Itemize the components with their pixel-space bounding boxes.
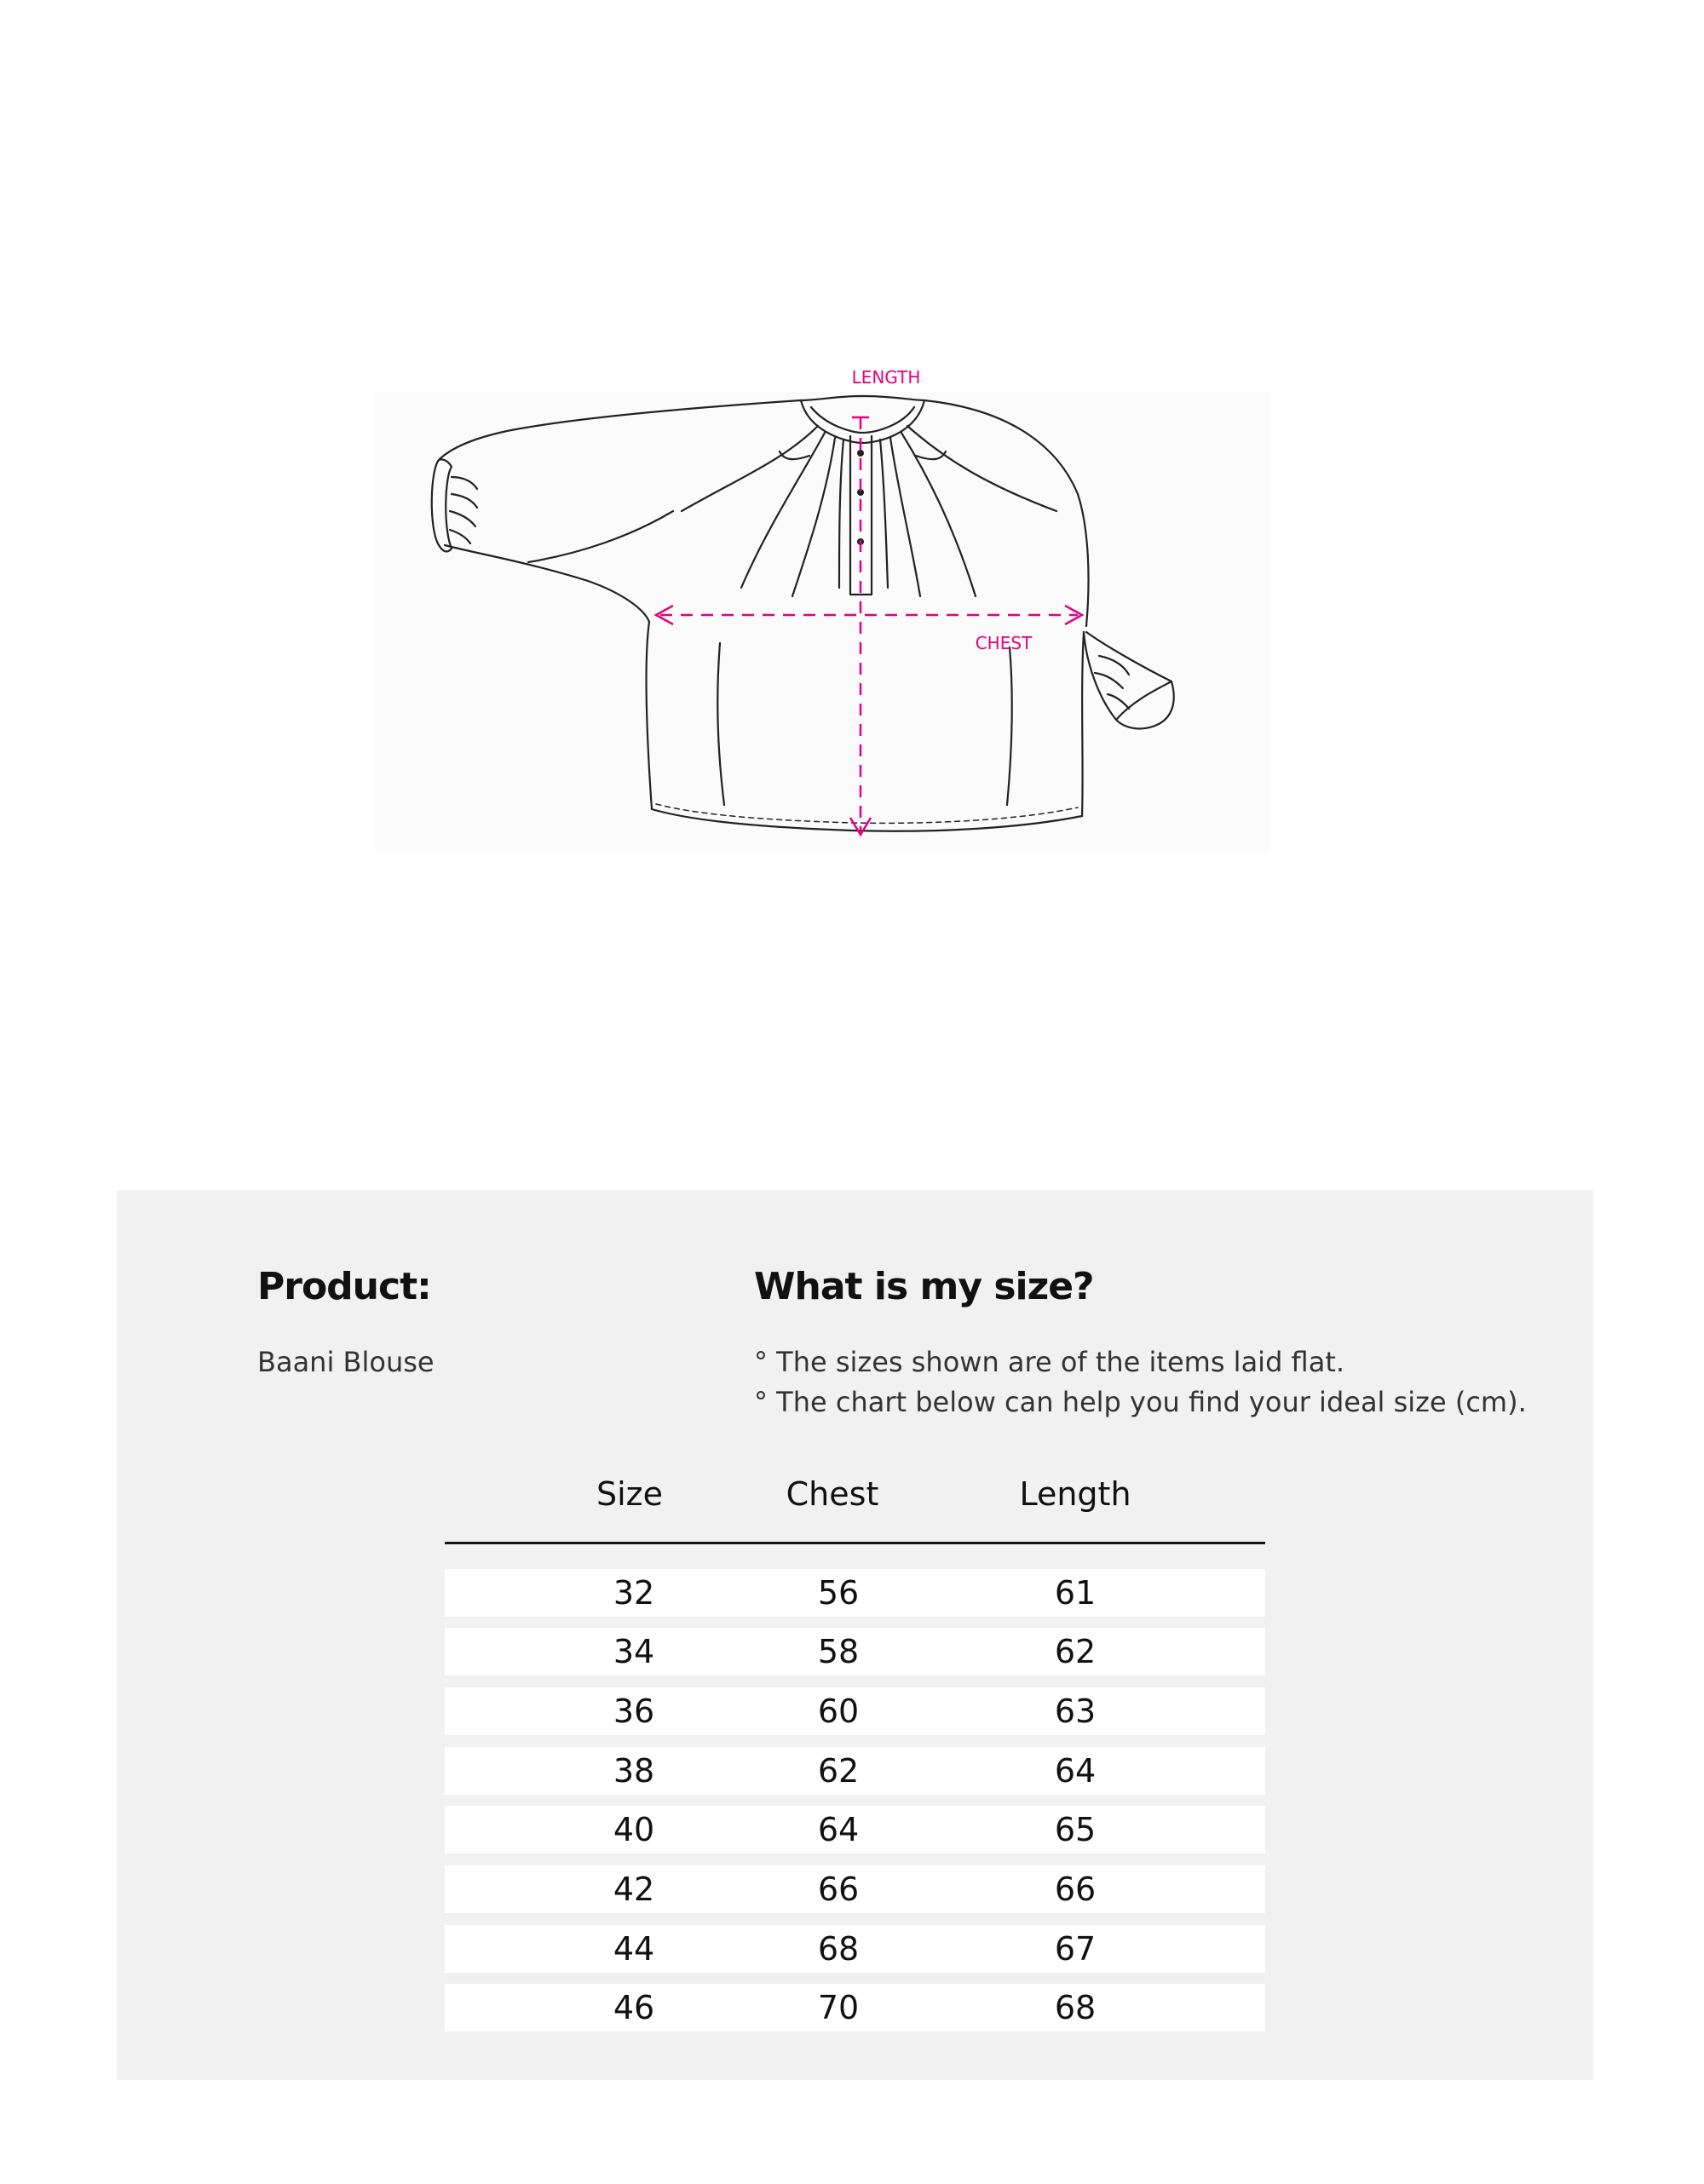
product-name: Baani Blouse	[257, 1346, 435, 1378]
size-question-heading: What is my size?	[754, 1265, 1094, 1308]
chest-cell: 58	[817, 1633, 860, 1670]
size-info-panel	[117, 1190, 1593, 2080]
table-row	[445, 1628, 1265, 1675]
table-row	[445, 1747, 1265, 1795]
size-cell: 44	[613, 1930, 655, 1968]
size-cell: 46	[613, 1989, 655, 2026]
chest-cell: 60	[817, 1693, 860, 1730]
chest-cell: 62	[817, 1752, 860, 1790]
size-note-chart-help: ° The chart below can help you find your ideal size (cm).	[754, 1386, 1527, 1418]
chest-cell: 70	[817, 1989, 860, 2026]
length-cell: 65	[1054, 1811, 1097, 1848]
column-header-size: Size	[596, 1475, 664, 1513]
length-cell: 62	[1054, 1633, 1097, 1670]
table-row	[445, 1569, 1265, 1617]
length-cell: 66	[1054, 1871, 1097, 1908]
chest-cell: 66	[817, 1871, 860, 1908]
chest-label: CHEST	[975, 633, 1033, 653]
length-cell: 64	[1054, 1752, 1097, 1790]
size-cell: 40	[613, 1811, 655, 1848]
blouse-diagram	[375, 358, 1278, 852]
diagram-background	[375, 392, 1269, 852]
table-row	[445, 1687, 1265, 1735]
size-cell: 38	[613, 1752, 655, 1790]
size-cell: 42	[613, 1871, 655, 1908]
length-cell: 67	[1054, 1930, 1097, 1968]
header-divider	[445, 1542, 1265, 1544]
size-cell: 32	[613, 1574, 655, 1612]
length-label: LENGTH	[851, 367, 921, 388]
length-cell: 68	[1054, 1989, 1097, 2026]
chest-cell: 68	[817, 1930, 860, 1968]
table-row	[445, 1865, 1265, 1913]
column-header-length: Length	[1019, 1475, 1131, 1513]
column-header-chest: Chest	[786, 1475, 879, 1513]
length-cell: 63	[1054, 1693, 1097, 1730]
table-row	[445, 1806, 1265, 1854]
table-row	[445, 1984, 1265, 2032]
size-cell: 36	[613, 1693, 655, 1730]
size-cell: 34	[613, 1633, 655, 1670]
length-cell: 61	[1054, 1574, 1097, 1612]
product-heading: Product:	[257, 1265, 431, 1308]
table-row	[445, 1925, 1265, 1973]
chest-cell: 56	[817, 1574, 860, 1612]
chest-cell: 64	[817, 1811, 860, 1848]
button-dot	[857, 450, 864, 457]
size-note-laid-flat: ° The sizes shown are of the items laid flat.	[754, 1346, 1345, 1378]
